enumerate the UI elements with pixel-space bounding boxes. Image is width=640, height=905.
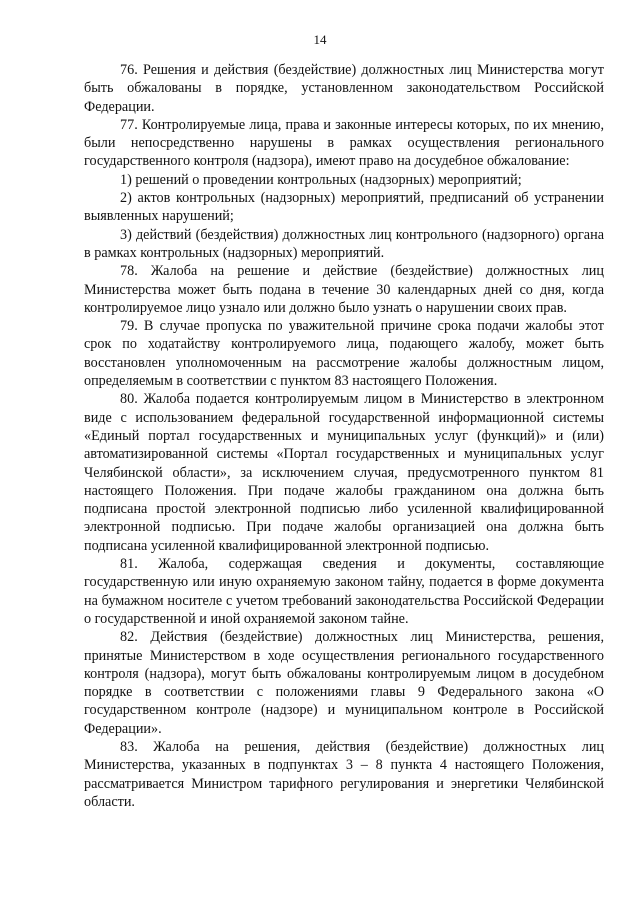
page-number: 14 [313, 32, 327, 47]
paragraph-83: 83. Жалоба на решения, действия (бездействие) должностных лиц Министерства, указанных в подпунктах 3 – 8 пункта 4 настоящего Положения, рассматривается Министром тарифного регулирования и энергетики Челябинской области. [84, 738, 604, 810]
paragraph-79: 79. В случае пропуска по уважительной причине срока подачи жалобы этот срок по ходатайству контролируемого лица, подающего жалобу, может быть восстановлен уполномоченным на рассмотрение жалобы должностным лицом, определяемым в соответствии с пунктом 83 настоящего Положения. [84, 318, 604, 390]
paragraph-77: 77. Контролируемые лица, права и законные интересы которых, по их мнению, были непосредственно нарушены в рамках осуществления регионального государственного контроля (надзора), имеют право на досудебное обжалование: [84, 116, 604, 170]
document-body [84, 61, 604, 811]
paragraph-81: 81. Жалоба, содержащая сведения и документы, составляющие государственную или иную охраняемую законом тайну, подается в форме документа на бумажном носителе с учетом требований законодательства Российской Федерации о государственной и иной охраняемой законом тайне. [84, 556, 604, 627]
paragraph-78: 78. Жалоба на решение и действие (бездействие) должностных лиц Министерства может быть подана в течение 30 календарных дней со дня, когда контролируемое лицо узнало или должно было узнать о нарушении своих прав. [84, 263, 604, 316]
list-item-3: 3) действий (бездействия) должностных лиц контрольного (надзорного) органа в рамках контрольных (надзорных) мероприятий. [84, 226, 604, 261]
paragraph-80: 80. Жалоба подается контролируемым лицом в Министерство в электронном виде с использованием федеральной государственной информационной системы «Единый портал государственных и муниципальных услуг (функций)» и (или) автоматизированной системы «Портал государственных и муниципальных услуг Челябинской области», за исключением случая, предусмотренного пунктом 81 настоящего Положения. При подаче жалобы гражданином она должна быть подписана простой электронной подписью либо усиленной квалифицированной электронной подписью. При подаче жалобы организацией она должна быть подписана усиленной квалифицированной электронной подписью. [84, 391, 604, 554]
list-item-2: 2) актов контрольных (надзорных) мероприятий, предписаний об устранении выявленных нарушений; [84, 190, 604, 225]
paragraph-76: 76. Решения и действия (бездействие) должностных лиц Министерства могут быть обжалованы в порядке, установленном законодательством Российской Федерации. [84, 62, 604, 115]
paragraph-82: 82. Действия (бездействие) должностных лиц Министерства, решения, принятые Министерством в ходе осуществления регионального государственного контроля (надзора), могут быть обжалованы контролируемым лицом в досудебном порядке в соответствии с положениями главы 9 Федерального закона «О государственном контроле (надзоре) и муниципальном контроле в Российской Федерации». [84, 629, 604, 737]
list-item-1: 1) решений о проведении контрольных (надзорных) мероприятий; [120, 171, 522, 188]
